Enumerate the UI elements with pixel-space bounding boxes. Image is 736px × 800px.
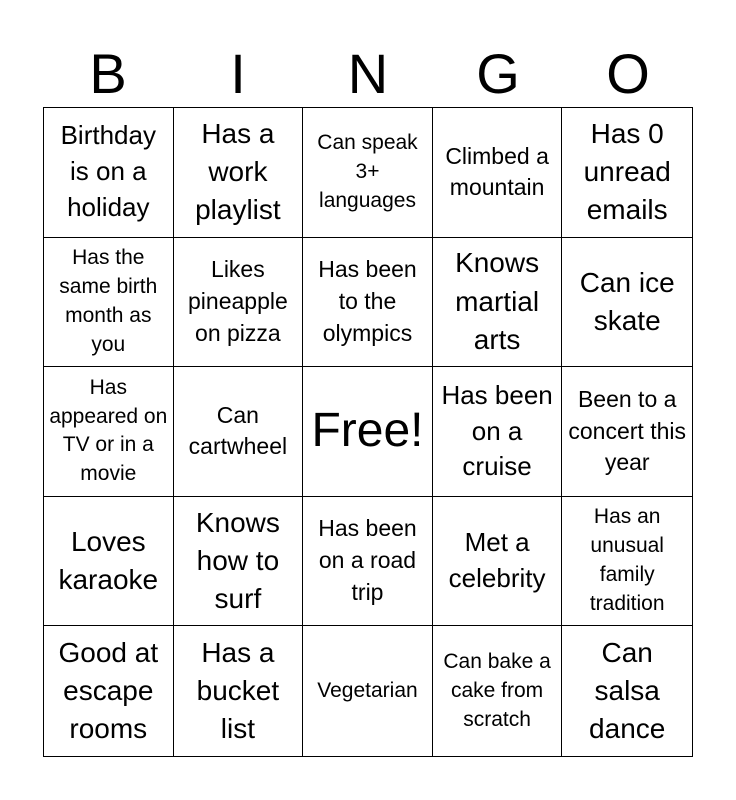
bingo-cell[interactable]: [303, 238, 433, 368]
bingo-cell[interactable]: [433, 626, 563, 756]
header-letter-o: O: [606, 42, 650, 105]
bingo-cell[interactable]: [303, 108, 433, 238]
bingo-cell[interactable]: [303, 626, 433, 756]
bingo-cell-text: Has a work playlist: [195, 117, 281, 226]
bingo-cell-text: Has appeared on TV or in a movie: [49, 375, 168, 486]
free-space-text: Free!: [311, 404, 424, 458]
header-letter-b: B: [89, 42, 127, 105]
header-letter-g: G: [476, 42, 520, 105]
bingo-cell[interactable]: [44, 626, 174, 756]
bingo-cell[interactable]: [562, 238, 692, 368]
bingo-cell-text: Been to a concert this year: [568, 385, 686, 476]
header-letter-i: I: [230, 42, 246, 105]
bingo-cell-text: Knows how to surf: [195, 506, 280, 615]
bingo-cell-text: Can bake a cake from scratch: [443, 649, 551, 731]
bingo-cell-text: Met a celebrity: [448, 527, 546, 594]
bingo-cell-text: Likes pineapple on pizza: [188, 256, 288, 346]
free-space-cell[interactable]: [303, 367, 433, 497]
bingo-cell-text: Has been on a road trip: [318, 515, 417, 605]
bingo-cell[interactable]: [303, 497, 433, 627]
bingo-cell-text: Has been to the olympics: [318, 256, 417, 346]
bingo-cell[interactable]: [562, 108, 692, 238]
bingo-cell[interactable]: [433, 497, 563, 627]
bingo-cell-text: Climbed a mountain: [445, 142, 549, 201]
bingo-cell[interactable]: [562, 367, 692, 497]
bingo-cell[interactable]: [174, 238, 304, 368]
bingo-cell-text: Can cartwheel: [188, 401, 288, 460]
bingo-cell-text: Has been on a cruise: [441, 379, 553, 482]
bingo-cell[interactable]: [44, 238, 174, 368]
bingo-board: [43, 107, 693, 757]
bingo-cell[interactable]: [433, 108, 563, 238]
bingo-cell-text: Vegetarian: [317, 678, 418, 702]
bingo-header: [43, 40, 693, 108]
bingo-cell[interactable]: [562, 626, 692, 756]
bingo-cell[interactable]: [433, 367, 563, 497]
bingo-cell-text: Has the same birth month as you: [59, 245, 158, 356]
bingo-cell[interactable]: [562, 497, 692, 627]
bingo-cell-text: Can ice skate: [579, 266, 675, 336]
bingo-cell-text: Knows martial arts: [455, 247, 540, 356]
bingo-cell-text: Can salsa dance: [589, 636, 666, 745]
bingo-cell[interactable]: [44, 497, 174, 627]
bingo-cell[interactable]: [44, 108, 174, 238]
bingo-cell-text: Loves karaoke: [58, 525, 159, 596]
bingo-cell-text: Can speak 3+ languages: [317, 130, 418, 212]
bingo-cell[interactable]: [44, 367, 174, 497]
bingo-cell-text: Has an unusual family tradition: [589, 505, 665, 616]
header-letter-n: N: [347, 42, 389, 105]
bingo-cell[interactable]: [174, 367, 304, 497]
bingo-cell-text: Has a bucket list: [196, 636, 280, 745]
bingo-cell[interactable]: [433, 238, 563, 368]
bingo-cell[interactable]: [174, 108, 304, 238]
bingo-cell-text: Has 0 unread emails: [583, 117, 671, 226]
bingo-cell[interactable]: [174, 497, 304, 627]
bingo-cell-text: Good at escape rooms: [58, 636, 159, 745]
bingo-cell[interactable]: [174, 626, 304, 756]
bingo-cell-text: Birthday is on a holiday: [60, 120, 156, 223]
